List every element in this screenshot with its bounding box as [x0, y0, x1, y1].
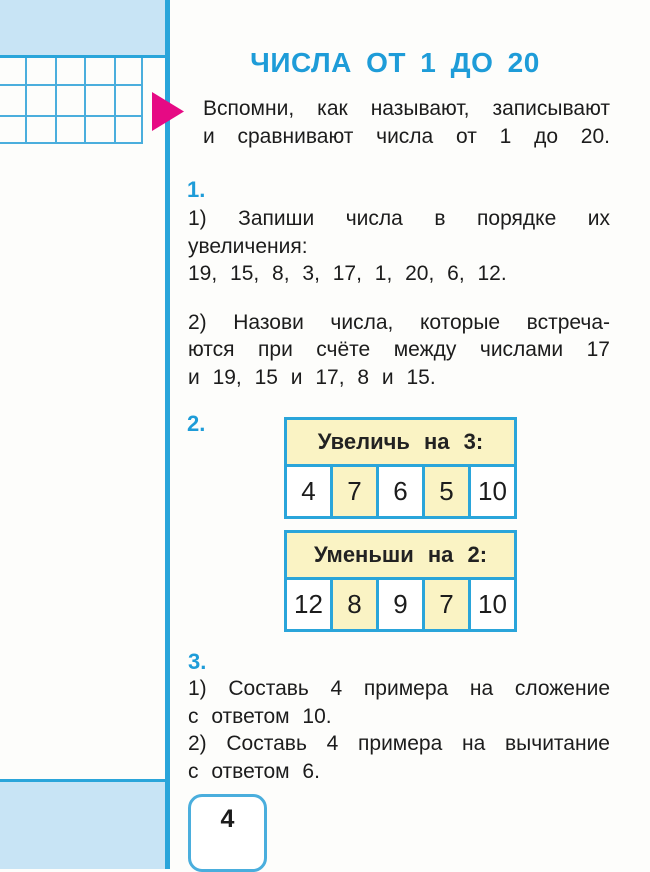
table-cell: 10: [471, 580, 514, 629]
intro-line: Вспомни, как называют, записывают: [203, 97, 610, 120]
table-cell: 7: [333, 467, 379, 516]
page-title: ЧИСЛА ОТ 1 ДО 20: [250, 47, 540, 78]
exercise-1-line: увеличения:: [188, 234, 308, 258]
increase-table-header: Увеличь на 3:: [287, 420, 514, 467]
decrease-table-row: [287, 580, 514, 629]
table-cell: 6: [379, 467, 425, 516]
exercise-1-text: [188, 205, 610, 391]
decrease-table: [284, 530, 517, 632]
decrease-table-header: Уменьши на 2:: [287, 533, 514, 580]
margin-top-fill: [0, 0, 166, 58]
exercise-3-line: 2) Составь 4 примера на вычитание: [188, 732, 610, 755]
exercise-1-line: и 19, 15 и 17, 8 и 15.: [188, 365, 436, 389]
page-number: 4: [220, 805, 235, 833]
increase-table: [284, 417, 517, 519]
increase-table-row: [287, 467, 514, 516]
exercise-1-line: ются при счёте между числами 17: [188, 338, 610, 361]
table-cell: 4: [287, 467, 333, 516]
exercise-1-number: 1.: [187, 177, 206, 202]
margin-bottom-fill: [0, 782, 165, 869]
table-cell: 9: [379, 580, 425, 629]
table-cell: 5: [425, 467, 471, 516]
table-cell: 8: [333, 580, 379, 629]
exercise-1-line: 2) Назови числа, которые встреча-: [188, 310, 610, 334]
exercise-2-number: 2.: [187, 411, 206, 436]
exercise-3-line: с ответом 6.: [188, 759, 320, 783]
table-cell: 10: [471, 467, 514, 516]
exercise-3-number: 3.: [188, 649, 207, 674]
intro-line: и сравнивают числа от 1 до 20.: [203, 124, 610, 148]
exercise-1-line: 19, 15, 8, 3, 17, 1, 20, 6, 12.: [188, 262, 507, 285]
exercise-3-line: 1) Составь 4 примера на сложение: [188, 677, 610, 700]
intro-paragraph: [203, 95, 610, 150]
table-cell: 12: [287, 580, 333, 629]
grid-pattern: [0, 58, 143, 144]
page-margin-rule: [165, 0, 170, 869]
exercise-1-line: 1) Запиши числа в порядке их: [188, 207, 610, 230]
exercise-3-text: [188, 675, 610, 785]
exercise-3-line: с ответом 10.: [188, 704, 332, 728]
page-number-box: [188, 794, 267, 872]
table-cell: 7: [425, 580, 471, 629]
